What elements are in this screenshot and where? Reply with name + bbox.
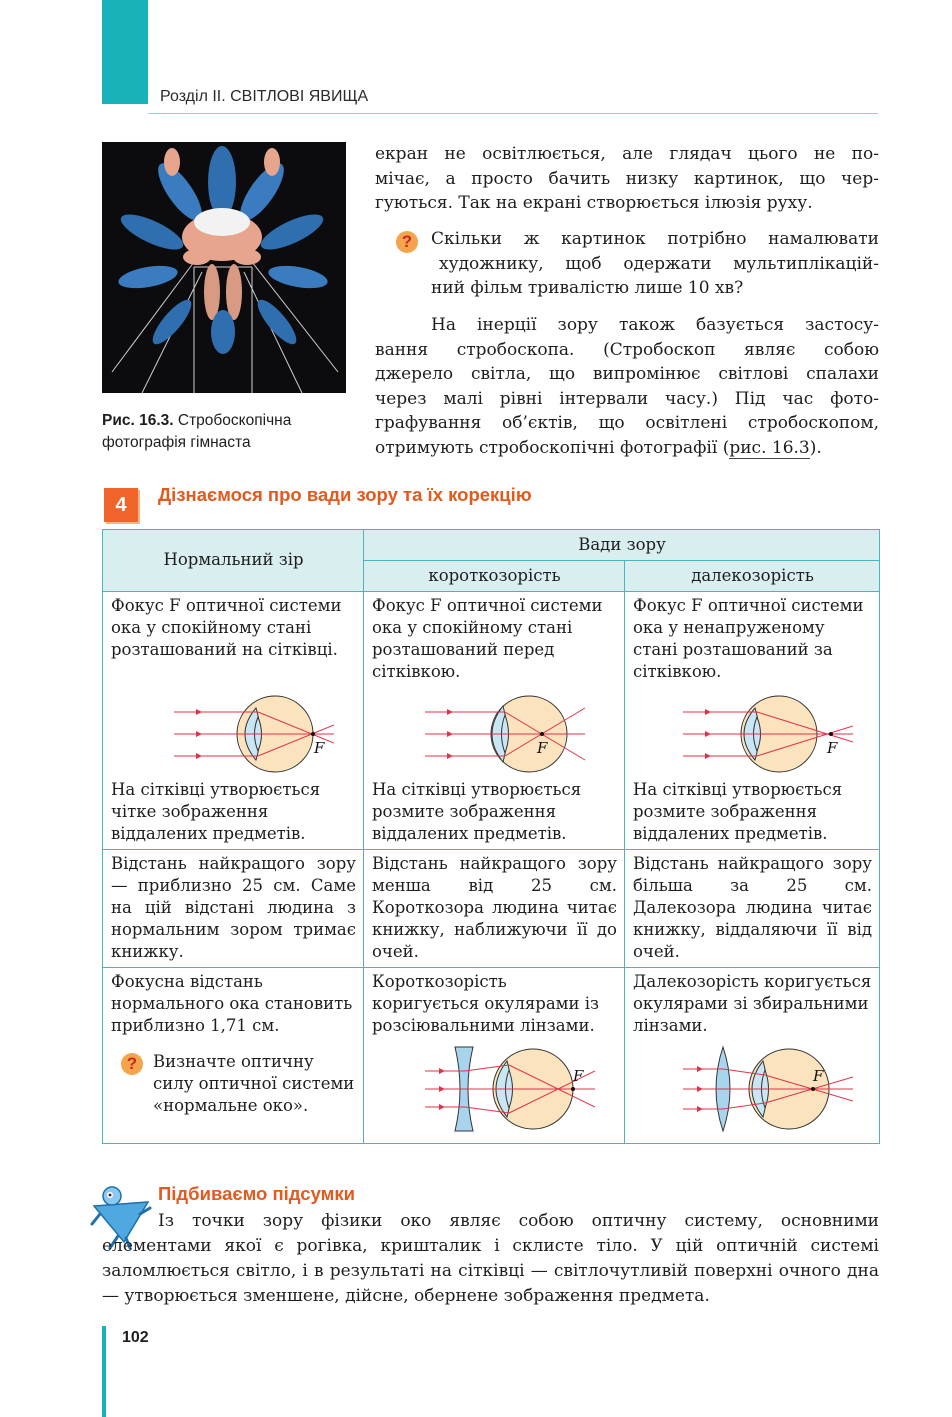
normal-focal-cell [103, 968, 364, 1144]
paragraph-line: графування об’єктів, що освітлені стробоскопом, [375, 413, 879, 433]
focus-label: F [812, 1067, 823, 1085]
hyperopia-eye-diagram [653, 693, 853, 775]
section-title: Дізнаємося про вади зору та їх корекцію [158, 484, 532, 505]
focus-label: F [313, 739, 324, 757]
myopia-image-text: На сітківці утворюється розмите зображення віддалених предметів. [372, 780, 582, 843]
focus-label: F [826, 739, 837, 757]
figure-caption [102, 410, 352, 454]
paragraph-line-end: ). [809, 437, 822, 458]
normal-focal-text: Фокусна відстань нормального ока становить приблизно 1,71 см. [111, 972, 353, 1035]
normal-distance-cell: Відстань найкращого зору — приблизно 25 см. Саме на цій відстані людина з нормальним зором тримає книжку. [103, 850, 364, 968]
question-line: художнику, щоб одержати мультиплікацій- [439, 253, 879, 274]
hyperopia-focus-text: Фокус F оптичної системи ока у ненапруженому стані розташований за сітківкою. [633, 596, 864, 681]
intro-paragraph [375, 142, 879, 216]
summary-text: Із точки зору фізики око являє собою оптичну систему, основними елементами якої є рогівка, кришталик і склисте тіло. У цій оптичній системі заломлюється світло, і в результаті на сітківці — світлочутливій поверхні очного дна — утворюється зменшене, дійсне, обернене зображення предмета. [102, 1211, 879, 1306]
hyperopia-focus-cell [625, 592, 880, 850]
myopia-distance-cell: Відстань найкращого зору менша від 25 см. Короткозора людина читає книжку, наближуючи її до очей. [364, 850, 625, 968]
myopia-correction-diagram [395, 1043, 595, 1135]
paragraph-line: через малі рівні інтервали часу.) Під час фото- [375, 388, 879, 409]
normal-focus-text: Фокус F оптичної системи ока у спокійному стані розташований на сітківці. [111, 596, 342, 659]
header-hyperopia: далекозорість [625, 561, 880, 592]
paragraph-line: вання стробоскопа. (Стробоскоп являє собою [375, 339, 879, 360]
hyperopia-correction-diagram [653, 1043, 853, 1135]
question-block [431, 227, 879, 301]
header-divider [148, 113, 878, 114]
hyperopia-correction-cell [625, 968, 880, 1144]
intro-line: гуються. Так на екрані створюється ілюзія руху. [375, 193, 813, 213]
normal-focus-cell [103, 592, 364, 850]
question-line: ний фільм тривалістю лише 10 хв? [431, 278, 744, 298]
paragraph-line: джерело світла, що випромінює світлові спалахи [375, 364, 879, 384]
header-accent-bar [102, 0, 148, 104]
figure-caption-label: Рис. 16.3. [102, 412, 174, 429]
focus-label: F [536, 739, 547, 757]
section-header: Розділ II. СВІТЛОВІ ЯВИЩА [160, 88, 369, 105]
stroboscopic-photo [102, 142, 346, 393]
hyperopia-distance-cell: Відстань найкращого зору більша за 25 см. Далекозора людина читає книжку, віддаляючи її від очей. [625, 850, 880, 968]
figure-caption-line1: Стробоскопічна [177, 412, 292, 429]
header-myopia: короткозорість [364, 561, 625, 592]
footer-accent-bar [102, 1326, 106, 1417]
normal-question [111, 1051, 356, 1117]
intro-line: мічає, а просто бачить низку картинок, що чер- [375, 168, 879, 189]
header-normal-vision: Нормальний зір [103, 530, 364, 592]
paragraph-line: На інерції зору також базується застосу- [431, 315, 879, 335]
header-vision-defects: Вади зору [364, 530, 880, 561]
normal-question-text: Визначте оптичну силу оптичної системи «нормальне око». [153, 1052, 355, 1115]
myopia-correction-cell [364, 968, 625, 1144]
question-icon: ? [121, 1053, 143, 1075]
question-icon: ? [396, 231, 418, 253]
myopia-focus-cell [364, 592, 625, 850]
intro-line: екран не освітлюється, але глядач цього не по- [375, 144, 879, 164]
figure-caption-line2: фотографія гімнаста [102, 434, 251, 451]
focus-label: F [572, 1067, 583, 1085]
myopia-correction-text: Короткозорість коригується окулярами із розсіювальними лінзами. [372, 972, 600, 1035]
figure-link[interactable]: рис. 16.3 [729, 437, 810, 458]
myopia-focus-text: Фокус F оптичної системи ока у спокійному стані розташований перед сітківкою. [372, 596, 603, 681]
stroboscope-paragraph [375, 313, 879, 460]
normal-image-text: На сітківці утворюється чітке зображення віддалених предметів. [111, 780, 321, 843]
paragraph-line: отримують стробоскопічні фотографії ( [375, 437, 730, 458]
page-number: 102 [122, 1329, 149, 1346]
section-number-badge: 4 [104, 488, 138, 522]
normal-eye-diagram [134, 693, 334, 775]
paragraph-last-line [375, 436, 879, 461]
hyperopia-image-text: На сітківці утворюється розмите зображення віддалених предметів. [633, 780, 843, 843]
vision-defects-table [102, 529, 880, 1144]
hyperopia-correction-text: Далекозорість коригується окулярами зі збиральними лінзами. [633, 972, 872, 1035]
summary-title: Підбиваємо підсумки [158, 1183, 355, 1204]
myopia-eye-diagram [395, 693, 595, 775]
summary-text-block [102, 1209, 879, 1309]
question-line: Скільки ж картинок потрібно намалювати [431, 229, 879, 249]
